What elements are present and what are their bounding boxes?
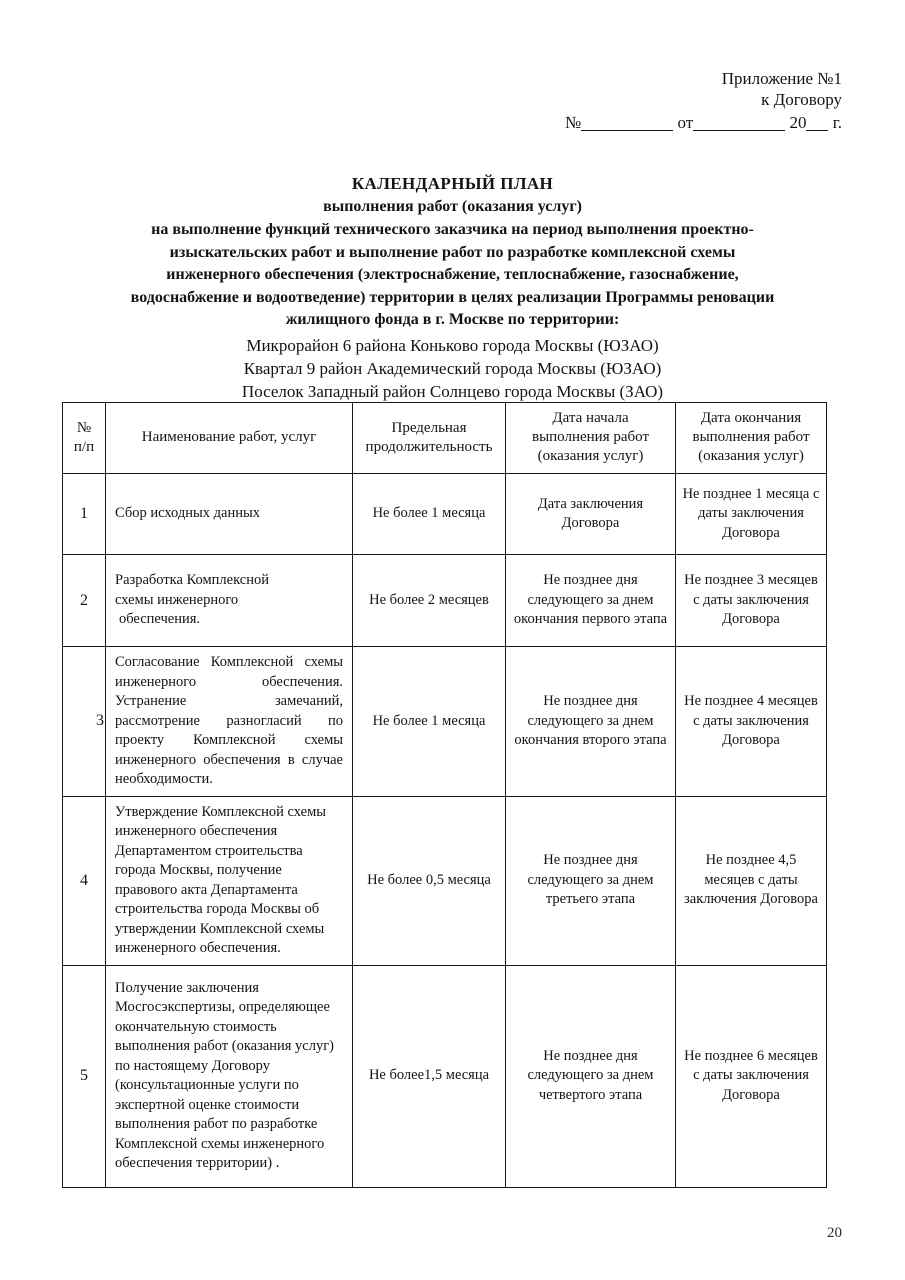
column-header-name: Наименование работ, услуг xyxy=(106,403,353,474)
row-work-name xyxy=(106,555,353,647)
column-header-end-line2: выполнения работ xyxy=(692,429,810,445)
column-header-start-line1: Дата начала xyxy=(552,410,629,426)
table-header-row xyxy=(63,403,827,474)
table-row xyxy=(63,474,827,555)
territory-list xyxy=(63,334,842,403)
row-duration: Не более 2 месяцев xyxy=(353,555,506,647)
page-subtitle: выполнения работ (оказания услуг) xyxy=(323,198,582,215)
row-duration: Не более1,5 месяца xyxy=(353,965,506,1187)
page-title: КАЛЕНДАРНЫЙ ПЛАН xyxy=(351,174,554,193)
table-row xyxy=(63,647,827,797)
row-number: 1 xyxy=(63,474,106,555)
row-start-date: Дата заключения Договора xyxy=(506,474,676,555)
contract-date-blank[interactable] xyxy=(693,130,785,131)
row-number: 5 xyxy=(63,965,106,1187)
row-end-date: Не позднее 1 месяца с даты заключения Договора xyxy=(676,474,827,555)
row-start-date: Не позднее дня следующего за днем окончания второго этапа xyxy=(506,647,676,797)
appendix-line-2: к Договору xyxy=(761,90,842,109)
table-row xyxy=(63,965,827,1187)
row-duration: Не более 1 месяца xyxy=(353,647,506,797)
row-end-date: Не позднее 3 месяцев с даты заключения Договора xyxy=(676,555,827,647)
row-start-date: Не позднее дня следующего за днем окончания первого этапа xyxy=(506,555,676,647)
row-number: 4 xyxy=(63,796,106,965)
table-body xyxy=(63,474,827,1188)
column-header-end-date xyxy=(676,403,827,474)
row-number: 2 xyxy=(63,555,106,647)
table-row xyxy=(63,796,827,965)
title-description-line: инженерного обеспечения (электроснабжение, теплоснабжение, газоснабжение, xyxy=(166,266,739,283)
territory-item: Микрорайон 6 района Коньково города Москвы (ЮЗАО) xyxy=(246,335,659,355)
title-description-line: изыскательских работ и выполнение работ по разработке комплексной схемы xyxy=(169,243,736,261)
column-header-end-line3: (оказания услуг) xyxy=(698,448,804,464)
column-header-number xyxy=(63,403,106,474)
row-start-date: Не позднее дня следующего за днем третьего этапа xyxy=(506,796,676,965)
column-header-number-line2: п/п xyxy=(73,438,95,455)
title-block xyxy=(63,172,842,403)
table-row xyxy=(63,555,827,647)
page-number: 20 xyxy=(827,1225,842,1241)
schedule-table xyxy=(62,402,827,1188)
column-header-start-date xyxy=(506,403,676,474)
row-work-name: Получение заключения Мосгосэкспертизы, определяющее окончательную стоимость выполнения работ (оказания услуг) по настоящему Договору (консультационные услуги по экспертной оценке стоимости выполнения работ по разработке Комплексной схемы инженерного обеспечения территории) . xyxy=(106,965,353,1187)
from-word: от xyxy=(677,113,694,132)
row-end-date: Не позднее 4 месяцев с даты заключения Договора xyxy=(676,647,827,797)
row-work-name: Утверждение Комплексной схемы инженерного обеспечения Департаментом строительства города Москвы, получение правового акта Департамента строительства города Москвы об утверждении Комплексной схемы инженерного обеспечения. xyxy=(106,796,353,965)
row-duration: Не более 0,5 месяца xyxy=(353,796,506,965)
year-blank[interactable] xyxy=(806,130,828,131)
row-start-date: Не позднее дня следующего за днем четвертого этапа xyxy=(506,965,676,1187)
row-work-name: Согласование Комплексной схемы инженерного обеспечения. Устранение замечаний, рассмотрение разногласий по проекту Комплексной схемы инженерного обеспечения в случае необходимости. xyxy=(106,647,353,797)
row-work-name-line3: обеспечения. xyxy=(119,611,201,628)
row-number: 3 xyxy=(63,647,106,797)
territory-item: Квартал 9 район Академический города Москвы (ЮЗАО) xyxy=(243,358,662,378)
appendix-line-1: Приложение №1 xyxy=(721,69,842,88)
title-description xyxy=(63,219,842,332)
row-work-name: Сбор исходных данных xyxy=(106,474,353,555)
column-header-start-line2: выполнения работ xyxy=(531,429,649,445)
column-header-duration xyxy=(353,403,506,474)
row-end-date: Не позднее 4,5 месяцев с даты заключения Договора xyxy=(676,796,827,965)
title-description-line: на выполнение функций технического заказчика на период выполнения проектно- xyxy=(151,221,754,238)
table-header xyxy=(63,403,827,474)
row-work-name-line1: Разработка Комплексной xyxy=(115,572,269,589)
column-header-duration-line2: продолжительность xyxy=(365,438,493,455)
column-header-end-line1: Дата окончания xyxy=(700,410,802,426)
column-header-duration-line1: Предельная xyxy=(391,419,467,436)
row-duration: Не более 1 месяца xyxy=(353,474,506,555)
title-description-line: жилищного фонда в г. Москве по территории: xyxy=(285,311,620,328)
number-sign: № xyxy=(564,113,582,132)
year-prefix: 20 xyxy=(789,113,807,132)
title-description-line: водоснабжение и водоотведение) территории в целях реализации Программы реновации xyxy=(130,288,775,306)
appendix-contract-fill-line xyxy=(512,112,842,133)
column-header-number-line1: № xyxy=(76,419,92,436)
row-work-name-line2: схемы инженерного xyxy=(115,591,239,608)
territory-item: Поселок Западный район Солнцево города Москвы (ЗАО) xyxy=(241,381,664,401)
row-end-date: Не позднее 6 месяцев с даты заключения Договора xyxy=(676,965,827,1187)
year-suffix: г. xyxy=(832,113,842,132)
column-header-start-line3: (оказания услуг) xyxy=(537,448,644,464)
appendix-header xyxy=(512,68,842,133)
contract-number-blank[interactable] xyxy=(581,130,673,131)
